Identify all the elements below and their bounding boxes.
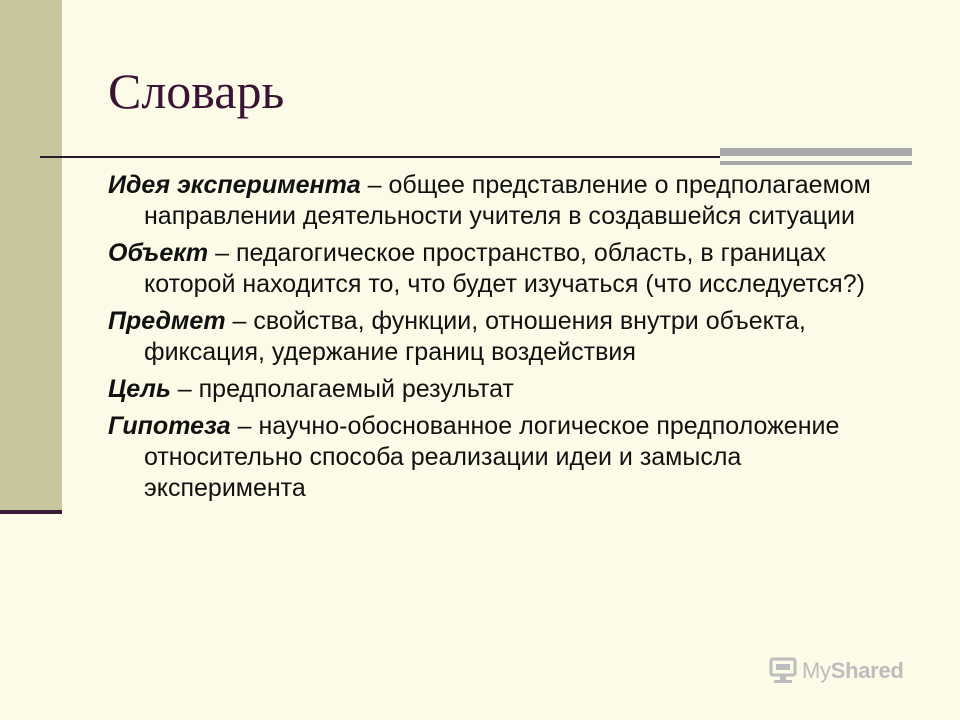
title-divider-accent xyxy=(720,148,912,156)
glossary-entry xyxy=(108,374,888,405)
glossary-definition: педагогическое пространство, область, в границах которой находится то, что будет изучаться (что исследуется?) xyxy=(144,239,865,298)
glossary-term: Цель xyxy=(108,375,171,403)
slide-title: Словарь xyxy=(108,63,285,119)
glossary-term: Идея эксперимента xyxy=(108,171,361,199)
glossary-term: Объект xyxy=(108,239,209,267)
left-decorative-bar xyxy=(0,0,62,510)
glossary-dash: – xyxy=(230,412,259,440)
glossary-definition: общее представление о предполагаемом направлении деятельности учителя в создавшейся ситуации xyxy=(144,171,871,230)
glossary-entry xyxy=(108,306,888,368)
glossary-definition: свойства, функции, отношения внутри объекта, фиксация, удержание границ воздействия xyxy=(144,307,806,366)
glossary-term: Предмет xyxy=(108,307,226,335)
glossary-dash: – xyxy=(225,307,254,335)
glossary-definition: научно-обоснованное логическое предположение относительно способа реализации идеи и замысла эксперимента xyxy=(144,412,840,502)
glossary-dash: – xyxy=(170,375,199,403)
mysahred-logo-icon xyxy=(768,656,798,686)
glossary-definition: предполагаемый результат xyxy=(198,375,514,403)
left-bar-underline xyxy=(0,510,62,514)
glossary-entry xyxy=(108,238,888,300)
watermark-brand: MyShared xyxy=(802,658,904,683)
glossary-entry xyxy=(108,170,888,232)
title-divider xyxy=(40,156,720,158)
glossary-dash: – xyxy=(360,171,389,199)
title-divider-accent-thin xyxy=(720,161,912,165)
glossary-entry xyxy=(108,411,888,504)
glossary-list xyxy=(108,170,888,510)
glossary-dash: – xyxy=(208,239,236,267)
myshared-watermark xyxy=(768,656,904,686)
glossary-term: Гипотеза xyxy=(108,412,231,440)
